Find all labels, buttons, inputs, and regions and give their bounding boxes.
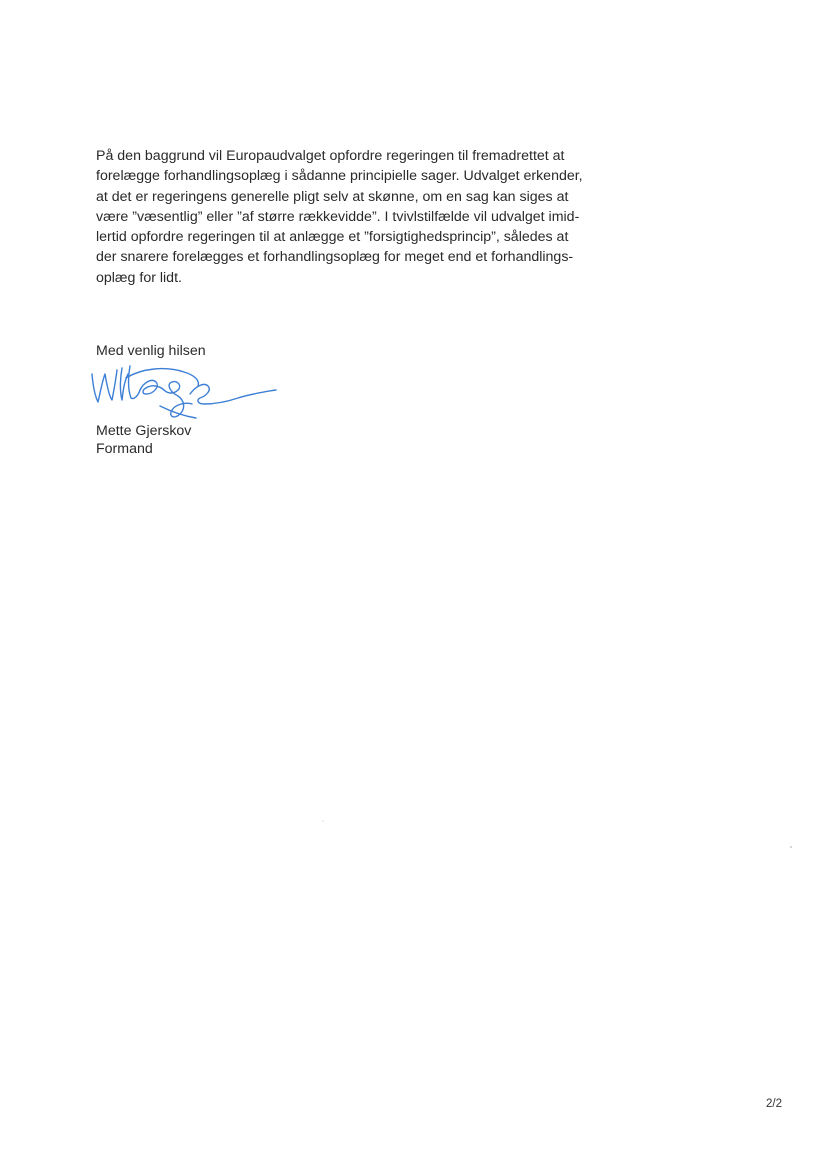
scan-speck [790, 846, 792, 848]
body-line: oplæg for lidt. [96, 269, 182, 286]
page-number: 2/2 [766, 1098, 782, 1110]
body-line: være ”væsentlig” eller ”af større rækkevidde”. I tvivlstilfælde vil udvalget imid- [96, 208, 580, 225]
body-line: lertid opfordre regeringen til at anlægge et ”forsigtighedsprincip”, således at [96, 229, 569, 246]
scan-speck [322, 820, 324, 822]
signer-title: Formand [96, 441, 153, 457]
signature-strokes [92, 366, 276, 418]
body-line: forelægge forhandlingsoplæg i sådanne principielle sager. Udvalget erkender, [96, 168, 583, 185]
signer-name: Mette Gjerskov [96, 423, 192, 439]
body-line: der snarere forelægges et forhandlingsoplæg for meget end et forhandlings- [96, 249, 574, 266]
body-line: På den baggrund vil Europaudvalget opfordre regeringen til fremadrettet at [96, 148, 565, 164]
closing-salutation: Med venlig hilsen [96, 343, 206, 359]
letter-body [96, 146, 596, 288]
body-line: at det er regeringens generelle pligt selv at skønne, om en sag kan siges at [96, 188, 569, 205]
